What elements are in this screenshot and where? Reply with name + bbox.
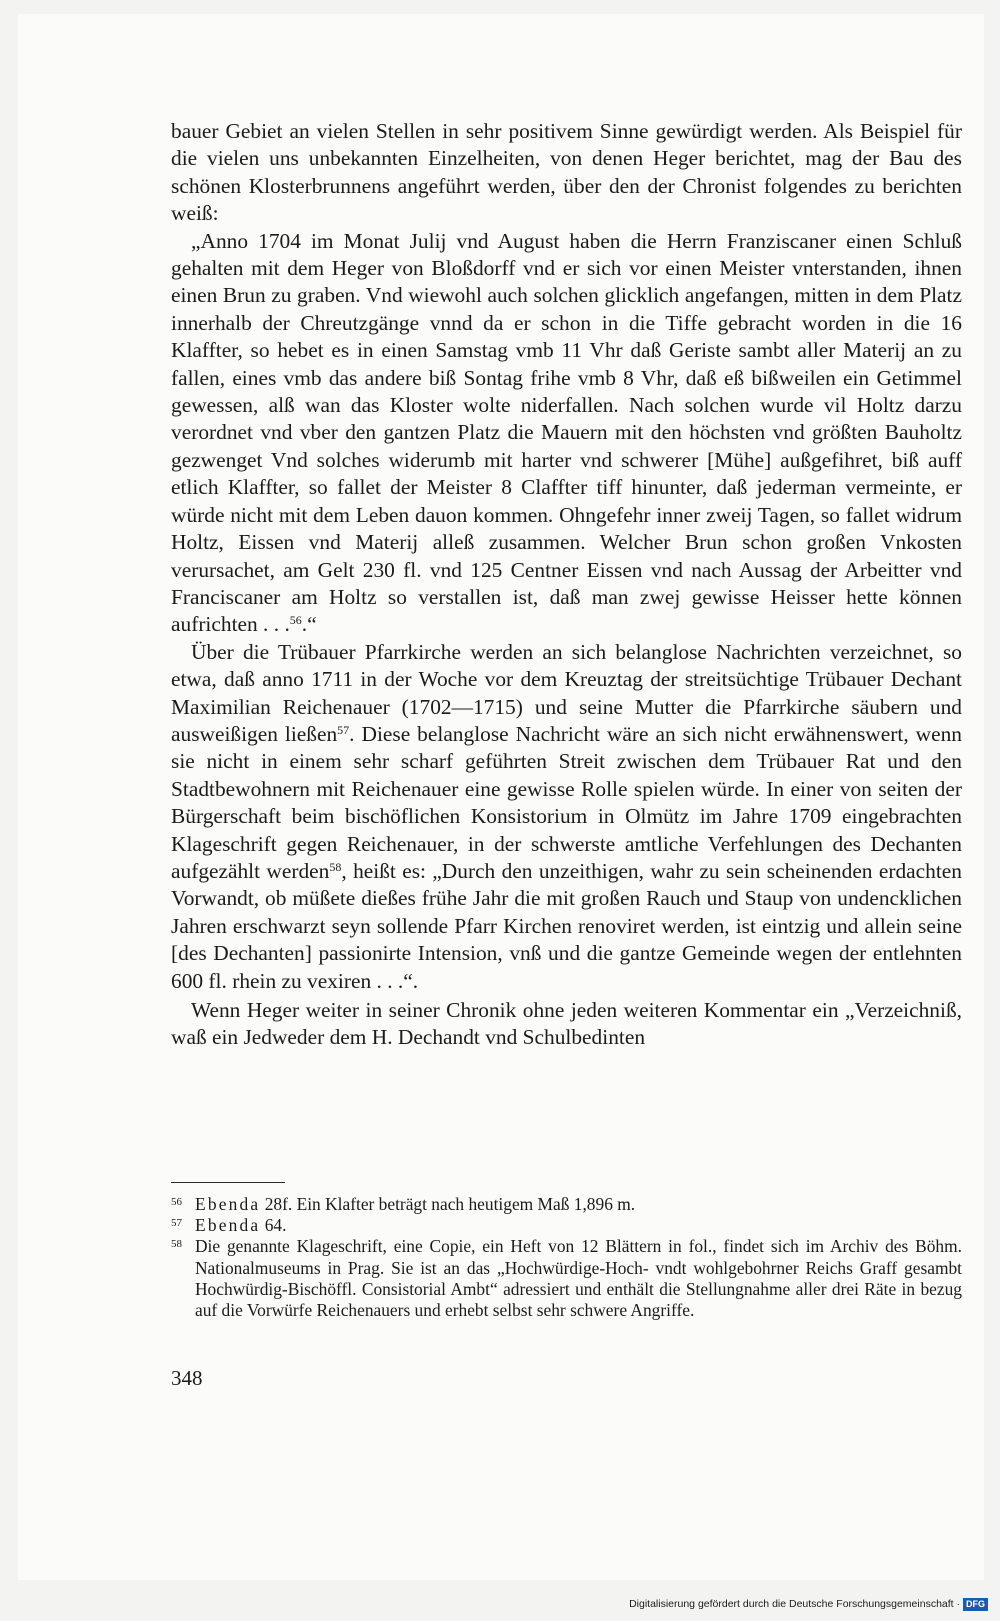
paragraph-3-seg2: . Diese belanglose Nachricht wäre an sich nicht erwähnenswert, wenn sie nicht in einem sehr scharf geführten Streit zwischen dem Trübauer Rat und den Stadtbewohnern mit Reichenauer eine gewisse Rolle spielen würde. In einer von seiten der Bürgerschaft beim bischöflichen Konsistorium in Olmütz im Jahre 1709 eingebrachten Klageschrift gegen Reichenauer, in der schwerste amtliche Verfehlungen des Dechanten aufgezählt werden [171, 721, 962, 883]
footnote-text: 64. [260, 1215, 287, 1236]
dfg-logo-icon: DFG [963, 1598, 988, 1611]
footnote-ref-58: 58 [329, 859, 342, 874]
footnote-56 [171, 1194, 962, 1215]
footnote-58 [171, 1236, 962, 1321]
footnote-ref-56: 56 [289, 613, 302, 628]
footnote-number: 57 [171, 1217, 182, 1230]
footnote-divider [171, 1182, 285, 1183]
credit-text: Digitalisierung gefördert durch die Deutsche Forschungsgemeinschaft · [629, 1598, 960, 1610]
footnote-57 [171, 1215, 962, 1236]
page-number: 348 [171, 1366, 203, 1390]
paragraph-3-seg3: , heißt es: „Durch den unzeithigen, wahr zu sein scheinenden erdachten Vorwandt, ob müßete dießes frühe Jahr die mit großen Rauch und Staup von undencklichen Jahren erschwarzt seyn sollende Pfarr Kirchen renoviret werden, ist eintzig und allein seine [des Dechanten] passionirte Intension, vnß und die gantze Gemeinde wegen der entlehnten 600 fl. rhein zu vexiren . . .“. [171, 858, 962, 993]
paragraph-2-quote [171, 228, 962, 639]
footnote-text: 28f. Ein Klafter beträgt nach heutigem Maß 1,896 m. [260, 1194, 636, 1214]
main-text [171, 118, 962, 1052]
paragraph-3-seg1: Über die Trübauer Pfarrkirche werden an sich belanglose Nachrichten verzeichnet, so etwa, daß anno 1711 in der Woche vor dem Kreuztag der streitsüchtige Trübauer Dechant Maximilian Reichenauer (1702—1715) und seine Mutter die Pfarrkirche säubern und ausweißigen ließen [171, 639, 962, 746]
paragraph-1: bauer Gebiet an vielen Stellen in sehr positivem Sinne gewürdigt werden. Als Beispiel für die vielen uns unbekannten Einzelheiten, von denen Heger berichtet, mag der Bau des schönen Klosterbrunnens angeführt werden, über den der Chronist folgendes zu berichten weiß: [171, 119, 962, 226]
footnote-ref-57: 57 [337, 722, 350, 737]
footnotes [171, 1194, 962, 1321]
digitization-credit [629, 1598, 988, 1611]
quote-end: .“ [301, 612, 317, 637]
quote-text: „Anno 1704 im Monat Julij vnd August haben die Herrn Franziscaner einen Schluß gehalten mit dem Heger von Bloßdorff vnd er sich vor einen Meister vnterstanden, ihnen einen Brun zu graben. Vnd wiewohl auch solchen glicklich angefangen, mitten in dem Platz innerhalb der Chreutzgänge vnnd da er schon in die Tiffe gebracht worden in die 16 Klaffter, so hebet es in einen Samstag vmb 11 Vhr daß Geriste sambt aller Materij an zu fallen, eines vmb das andere biß Sontag frihe vmb 8 Vhr, daß eß bißweilen ein Getimmel gewessen, alß wan das Kloster wolte niderfallen. Nach solchen wurde vil Holtz darzu verordnet vnd vber den gantzen Platz die Mauern mit den höchsten vnd größten Bauholtz gezwenget Vnd solches widerumb mit harter vnd schwerer [Mühe] außgefihret, biß auff etlich Klaffter, so fallet der Meister 8 Claffter tiff hinunter, daß jederman vermeinte, er würde nicht mit dem Leben dauon kommen. Ohngefehr inner zweij Tagen, so fallet widrum Holtz, Eissen vnd Materij alleß zusammen. Welcher Brun schon großen Vnkosten verursachet, am Gelt 230 fl. vnd 125 Centner Eissen vnd nach Aussag der Arbeitter vnd Franciscaner am Holtz so verstallen ist, daß man zwej gewisse Heisser hette können aufrichten . . . [171, 228, 962, 637]
paragraph-4: Wenn Heger weiter in seiner Chronik ohne jeden weiteren Kommentar ein „Verzeichniß, waß ein Jedweder dem H. Dechandt vnd Schulbedinten [171, 998, 962, 1050]
footnote-source: Ebenda [195, 1194, 261, 1214]
footnote-number: 56 [171, 1196, 182, 1208]
footnote-source: Ebenda [195, 1215, 261, 1236]
footnote-number: 58 [171, 1238, 182, 1251]
paragraph-3 [171, 639, 962, 995]
footnote-text: Die genannte Klageschrift, eine Copie, ein Heft von 12 Blättern in fol., findet sich im Archiv des Böhm. Nationalmuseums in Prag. Sie ist an das „Hochwürdige-Hoch- vndt wohlgebohrner Reichs Graff gesambt Hochwürdig-Bischöffl. Consistorial Ambt“ adressiert und enthält die Stellungnahme aller drei Räte in bezug auf die Vorwürfe Reichenauers und erhebt selbst sehr schwere Angriffe. [195, 1236, 962, 1321]
